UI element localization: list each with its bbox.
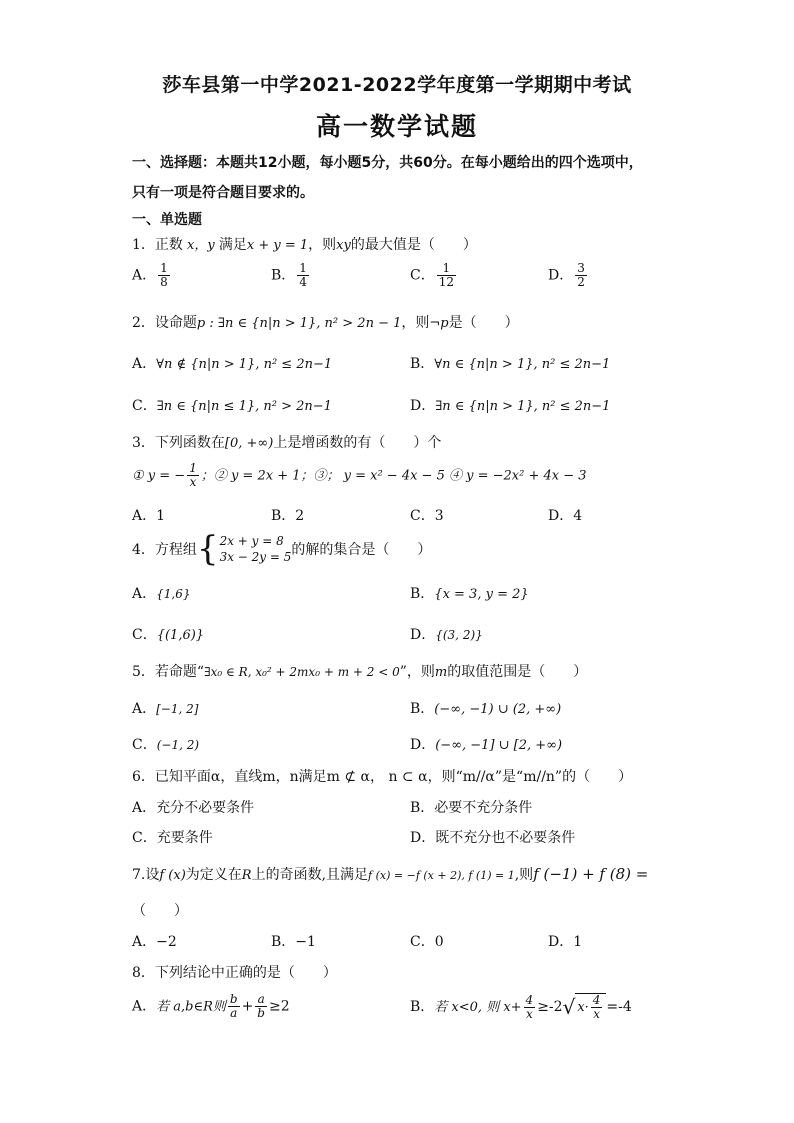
question-4 <box>132 529 432 569</box>
q1-option-c-frac: $\frac{1}{12}$ <box>438 261 454 289</box>
q2-option-c[interactable]: C．∃n ∈ {n|n ≤ 1}, n² > 2n−1 <box>132 398 332 414</box>
q5-mid: ”，则 <box>399 664 435 680</box>
q5-option-b[interactable]: B．(−∞, −1) ∪ (2, +∞) <box>410 701 562 717</box>
q8-b-frac: $\frac{4}{x}$ <box>525 992 534 1021</box>
q1-option-d-frac: $\frac{3}{2}$ <box>577 261 585 289</box>
q4-option-d[interactable]: D．{(3, 2)} <box>410 627 483 643</box>
q7-expr: f (−1) + f (8) = <box>533 865 649 883</box>
q1-vars: x，y <box>182 238 219 253</box>
question-1 <box>132 234 477 254</box>
q3-suffix: 上是增函数的有（ ）个 <box>273 435 442 451</box>
q1-option-a-frac: $\frac{1}{8}$ <box>160 261 168 289</box>
q2-mid: ，则 <box>401 315 430 331</box>
q7-option-d[interactable]: D．1 <box>548 934 583 950</box>
q7-mid: 为定义在 <box>185 867 242 883</box>
q7-option-b[interactable]: B．−1 <box>271 934 316 950</box>
q3-option-a[interactable]: A．1 <box>132 508 166 524</box>
subsection-title: 一、单选题 <box>132 212 202 228</box>
q7-mid3: ,则 <box>514 867 534 883</box>
q2-option-a[interactable]: A．∀n ∉ {n|n > 1}, n² ≤ 2n−1 <box>132 356 333 372</box>
q1-suffix: 的最大值是（ ） <box>350 237 477 253</box>
section-instruction-2: 只有一项是符合题目要求的。 <box>132 185 314 201</box>
q7-option-c[interactable]: C．0 <box>410 934 444 950</box>
q4-eq2: 3x − 2y = 5 <box>219 550 292 564</box>
q4-prefix: 4．方程组 <box>132 542 197 558</box>
q5-prop: ∃x₀ ∈ R, x₀² + 2mx₀ + m + 2 < 0 <box>204 665 400 679</box>
q7-mid2: 上的奇函数,且满足 <box>251 867 369 883</box>
q1-expr: xy <box>336 238 351 253</box>
q7-f: f (x) <box>159 868 186 883</box>
q2-option-b[interactable]: B．∀n ∈ {n|n > 1}, n² ≤ 2n−1 <box>410 356 611 372</box>
q1-option-d[interactable]: D． $\frac{3}{2}$ <box>548 261 585 289</box>
question-5 <box>132 661 587 681</box>
q5-prefix: 5．若命题“ <box>132 664 205 680</box>
q3-functions <box>132 462 587 489</box>
q3-option-c[interactable]: C．3 <box>410 508 444 524</box>
q1-option-b-frac: $\frac{1}{4}$ <box>299 261 307 289</box>
q4-option-b[interactable]: B．{x = 3, y = 2} <box>410 586 529 602</box>
q8-a-frac-1: $\frac{b}{a}$ <box>229 992 238 1020</box>
q3-interval: [0, +∞) <box>224 436 274 451</box>
q6-option-c[interactable]: C．充要条件 <box>132 830 213 846</box>
q3-option-d[interactable]: D．4 <box>548 508 583 524</box>
q4-option-a[interactable]: A．{1,6} <box>132 586 191 602</box>
question-6: 6．已知平面α，直线m，n满足m ⊄ α， n ⊂ α，则“m//α”是“m//n”的（ ） <box>132 769 633 785</box>
question-7 <box>132 864 648 884</box>
q8-a-frac-2: $\frac{a}{b}$ <box>257 992 265 1020</box>
q5-option-d[interactable]: D．(−∞, −1] ∪ [2, +∞) <box>410 737 563 753</box>
question-8: 8．下列结论中正确的是（ ） <box>132 965 337 981</box>
q1-option-c[interactable]: C． $\frac{1}{12}$ <box>410 261 454 289</box>
q8-b-sqrt: √ x· $\frac{4}{x}$ <box>563 993 607 1021</box>
question-2 <box>132 312 519 332</box>
q2-option-d[interactable]: D．∃n ∈ {n|n > 1}, n² ≤ 2n−1 <box>410 398 611 414</box>
q5-var: m <box>434 665 448 680</box>
q1-prefix: 1．正数 <box>132 237 183 253</box>
q1-cond: x + y = 1 <box>246 238 309 253</box>
q7-cond: f (x) = −f (x + 2), f (1) = 1 <box>368 869 515 882</box>
q4-suffix: 的解的集合是（ ） <box>291 542 432 558</box>
q5-suffix: 的取值范围是（ ） <box>447 664 588 680</box>
section-instruction-1: 一、选择题：本题共12小题，每小题5分，共60分。在每小题给出的四个选项中， <box>132 155 643 171</box>
exam-title: 高一数学试题 <box>315 112 478 141</box>
q2-suffix: 是（ ） <box>448 315 519 331</box>
q1-option-b[interactable]: B． $\frac{1}{4}$ <box>271 261 307 289</box>
q5-option-a[interactable]: A．[−1, 2] <box>132 701 199 717</box>
q2-prop: p : ∃n ∈ {n|n > 1}, n² > 2n − 1 <box>196 316 402 331</box>
q6-option-a[interactable]: A．充分不必要条件 <box>132 800 255 816</box>
q7-prefix: 7.设 <box>132 867 160 883</box>
q6-option-b[interactable]: B．必要不充分条件 <box>410 800 533 816</box>
q3-prefix: 3．下列函数在 <box>132 435 225 451</box>
q3-option-b[interactable]: B．2 <box>271 508 305 524</box>
q3-f1-frac: $\frac{1}{x}$ <box>189 461 197 489</box>
q8-option-b[interactable]: B．若 x<0, 则 x+ $\frac{4}{x}$ ≥-2√ x· $\frac{4}{x}$ =-4 <box>410 992 632 1021</box>
q4-equation-system: { 2x + y = 8 3x − 2y = 5 <box>196 529 292 569</box>
question-3 <box>132 432 441 452</box>
q1-mid2: ，则 <box>308 237 337 253</box>
q8-option-a[interactable]: A．若 a,b∈R则 $\frac{b}{a}$ + $\frac{a}{b}$ ≥2 <box>132 992 290 1020</box>
q7-answer-paren: （ ） <box>132 903 188 919</box>
q1-option-a[interactable]: A． $\frac{1}{8}$ <box>132 261 168 289</box>
q7-option-a[interactable]: A．−2 <box>132 934 177 950</box>
q3-f-rest: ；② y = 2x + 1；③； y = x² − 4x − 5 ④ y = −2x² + 4x − 3 <box>200 468 587 484</box>
q4-eq1: 2x + y = 8 <box>219 534 284 548</box>
school-title: 莎车县第一中学2021-2022学年度第一学期期中考试 <box>162 74 632 96</box>
q4-option-c[interactable]: C．{(1,6)} <box>132 627 205 643</box>
q2-neg: ¬p <box>429 316 449 331</box>
q3-f1-pre: ① y = − <box>132 468 186 484</box>
q7-r: R <box>241 868 252 883</box>
q5-option-c[interactable]: C．(−1, 2) <box>132 737 200 753</box>
q6-option-d[interactable]: D．既不充分也不必要条件 <box>410 830 576 846</box>
q2-prefix: 2．设命题 <box>132 315 197 331</box>
q1-mid: 满足 <box>218 237 247 253</box>
